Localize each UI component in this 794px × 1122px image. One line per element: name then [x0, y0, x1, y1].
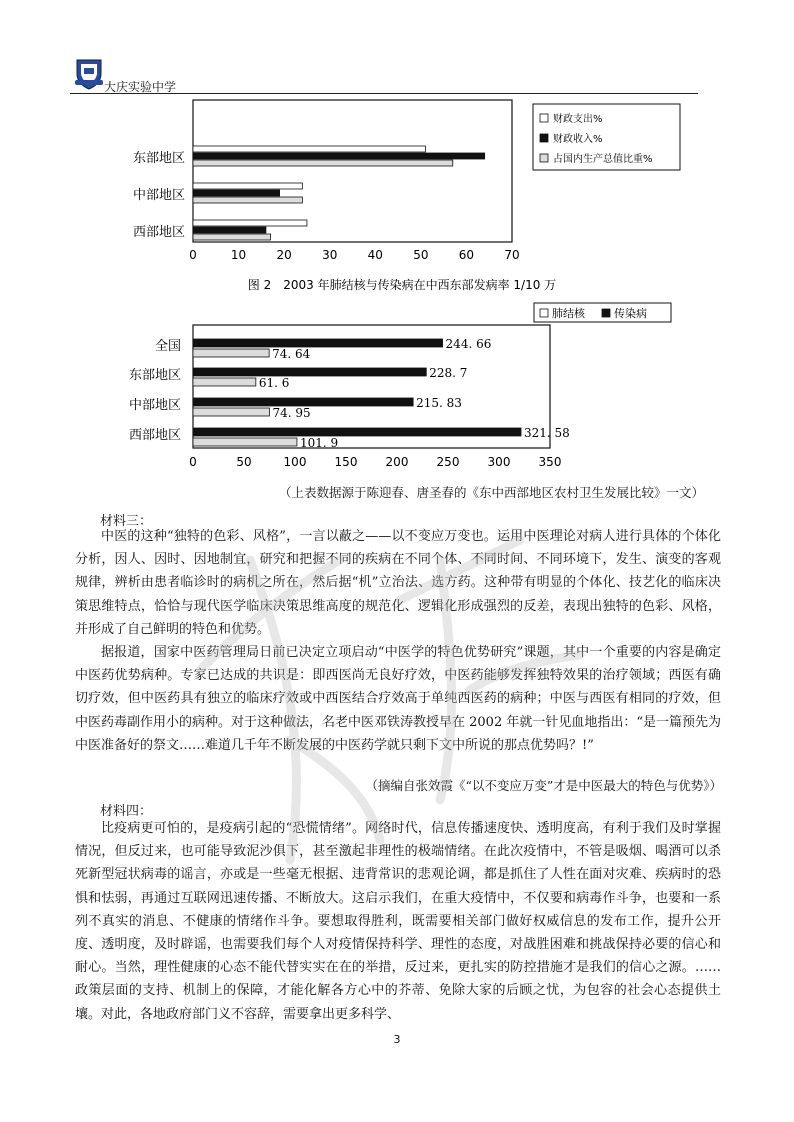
chart2-category-label: 西部地区: [128, 428, 181, 443]
chart2-x-tick-label: 350: [538, 455, 562, 469]
chart2-data-label: 74. 95: [272, 406, 311, 420]
chart1-category-label: 东部地区: [132, 151, 185, 166]
school-name: 大庆实验中学: [104, 80, 177, 94]
chart1-legend-label: 占国内生产总值比重%: [553, 154, 653, 165]
chart-fiscal-share: [133, 100, 680, 262]
chart1-x-tick-label: 70: [504, 248, 520, 262]
chart2-data-label: 74. 64: [272, 347, 311, 361]
chart1-bar: [193, 227, 266, 233]
page-number: 3: [393, 1033, 401, 1046]
chart1-legend-swatch: [540, 134, 548, 142]
chart1-x-tick-label: 10: [230, 248, 247, 262]
material4-body: [75, 817, 721, 1026]
material4-paragraph-1: 比疫病更可怕的，是疫病引起的“恐慌情绪”。网络时代，信息传播速度快、透明度高，有利于我们及时掌握情况，但反过来，也可能导致泥沙俱下，甚至激起非理性的极端情绪。在此次疫情中，不管是吸烟、喝酒可以杀死新型冠状病毒的谣言，亦或是一些毫无根据、违背常识的悲观论调，都是抓住了人性在面对灾难、疾病时的恐惧和怯弱，再通过互联网迅速传播、不断放大。这启示我们，在重大疫情中，不仅要和病毒作斗争，也要和一系列不真实的消息、不健康的情绪作斗争。要想取得胜利，既需要相关部门做好权威信息的发布工作，提升公开度、透明度，及时辟谣，也需要我们每个人对疫情保持科学、理性的态度，对战胜困难和挑战保持必要的信心和耐心。当然，理性健康的心态不能代替实实在在的举措，反过来，更扎实的防控措施才是我们的信心之源。……政策层面的支持、机制上的保障，才能化解各方心中的芥蒂、免除大家的后顾之忧，为包容的社会心态提供土壤。对此，各地政府部门义不容辞，需要拿出更多科学、: [75, 821, 721, 1022]
chart2-category-label: 东部地区: [128, 368, 181, 383]
material4-heading: 材料四：: [100, 804, 153, 819]
chart2-bar: [193, 428, 521, 436]
chart2-legend-label: 传染病: [614, 307, 647, 320]
chart2-bar: [193, 398, 413, 406]
chart2-bar: [193, 368, 426, 376]
chart1-legend-label: 财政收入%: [553, 134, 603, 145]
chart2-legend-swatch: [602, 309, 610, 317]
chart1-bar: [193, 153, 485, 159]
chart1-legend-label: 财政支出%: [553, 114, 603, 125]
chart2-data-label: 101. 9: [299, 436, 339, 450]
chart-disease-incidence: [129, 277, 671, 469]
chart1-category-label: 中部地区: [132, 188, 185, 203]
chart1-bar: [193, 197, 302, 203]
chart1-bar: [193, 146, 425, 152]
chart2-x-tick-label: 250: [436, 455, 460, 469]
chart-source-note: （上表数据源于陈迎春、唐圣春的《东中西部地区农村卫生发展比较》一文）: [278, 485, 704, 500]
chart2-data-label: 321. 58: [524, 426, 570, 440]
material3-paragraph-2: 据报道，国家中医药管理局日前已决定立项启动“中医学的特色优势研究”课题，其中一个重要的内容是确定中医药优势病种。专家已达成的共识是：即西医尚无良好疗效，中医药能够发挥独特效果的治疗领域；西医有确切疗效，但中医药具有独立的临床疗效或中西医结合疗效高于单纯西医药的病种；中医与西医有相同的疗效，但中医药毒副作用小的病种。对于这种做法，名老中医邓铁涛教授早在 2002 年就一针见血地指出：“是一篇预先为中医准备好的祭文……难道几千年不断发展的中医药学就只剩下文中所说的那点优势吗？!”: [75, 645, 721, 753]
chart1-bar: [193, 160, 453, 166]
chart1-x-tick-label: 40: [367, 248, 383, 262]
chart1-legend-swatch: [540, 154, 548, 162]
chart2-x-tick-label: 100: [283, 455, 307, 469]
chart2-x-tick-label: 0: [189, 455, 197, 469]
chart2-legend-label: 肺结核: [552, 307, 585, 320]
chart2-x-tick-label: 200: [385, 455, 409, 469]
chart2-data-label: 215. 83: [416, 396, 462, 410]
chart1-category-label: 西部地区: [132, 225, 185, 240]
chart2-bar: [193, 378, 256, 386]
charts-canvas: [0, 0, 794, 500]
chart1-bar: [193, 234, 270, 240]
chart1-legend-swatch: [540, 114, 548, 122]
material3-paragraph-1: 中医的这种“独特的色彩、风格”，一言以蔽之——以不变应万变也。运用中医理论对病人进行具体的个体化分析，因人、因时、因地制宜，研究和把握不同的疾病在不同个体、不同时间、不同环境下，发生、演变的客观规律，辨析由患者临诊时的病机之所在，然后据“机”立治法、选方药。这种带有明显的个体化、技艺化的临床决策思维特点，恰恰与现代医学临床决策思维高度的规范化、逻辑化形成强烈的反差，表现出独特的色彩、风格，并形成了自己鲜明的特色和优势。: [75, 529, 721, 637]
chart2-legend-swatch: [540, 309, 548, 317]
chart2-bar: [193, 349, 269, 357]
chart1-x-tick-label: 60: [458, 248, 475, 262]
chart1-bar: [193, 183, 302, 189]
material3-citation: （摘编自张效霞《“以不变应万变”才是中医最大的特色与优势》）: [365, 778, 722, 793]
chart2-x-tick-label: 50: [236, 455, 252, 469]
chart2-bar: [193, 408, 269, 416]
chart1-x-tick-label: 20: [276, 248, 292, 262]
chart2-bar: [193, 339, 443, 347]
chart2-x-tick-label: 300: [487, 455, 511, 469]
chart1-x-tick-label: 30: [322, 248, 338, 262]
chart2-bar: [193, 438, 297, 446]
chart1-x-tick-label: 50: [413, 248, 429, 262]
chart2-category-label: 全国: [154, 339, 181, 354]
chart2-data-label: 244. 66: [445, 337, 492, 351]
chart1-x-tick-label: 0: [189, 248, 197, 262]
material3-heading: 材料三：: [100, 514, 153, 529]
chart1-bar: [193, 220, 307, 226]
chart2-data-label: 228. 7: [429, 366, 468, 380]
chart2-data-label: 61. 6: [258, 376, 290, 390]
material3-body: [75, 525, 721, 757]
chart2-x-tick-label: 150: [334, 455, 358, 469]
chart2-title: 图 2 2003 年肺结核与传染病在中西东部发病率 1/10 万: [247, 278, 557, 292]
chart2-category-label: 中部地区: [128, 398, 181, 413]
chart1-bar: [193, 190, 280, 196]
